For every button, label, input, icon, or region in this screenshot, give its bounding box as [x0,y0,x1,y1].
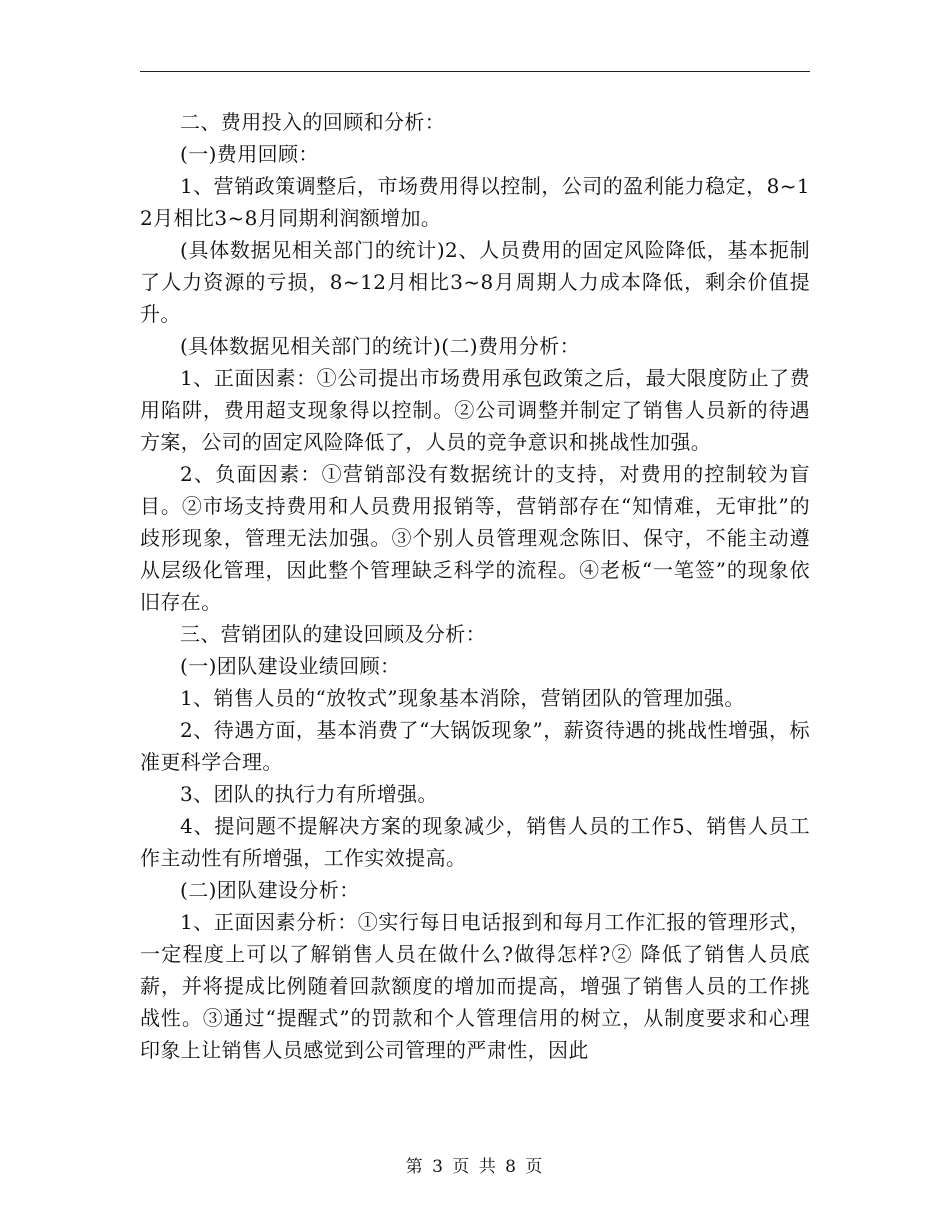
paragraph: 二、费用投入的回顾和分析： [180,110,446,134]
paragraph: 1、正面因素分析：①实行每日电话报到和每月工作汇报的管理形式，一定程度上可以了解销售人员在做什么?做得怎样?② 降低了销售人员底薪，并将提成比例随着回款额度的增加而提高，增强了销售人员的工作挑战性。③通过“提醒式”的罚款和个人管理信用的树立，从制度要求和心理印象上让销售人员感觉到公司管理的严肃性，因此 [140,910,810,1062]
paragraph: 1、销售人员的“放牧式”现象基本消除，营销团队的管理加强。 [180,686,745,710]
paragraph: (一)团队建设业绩回顾： [180,654,401,678]
paragraph: (具体数据见相关部门的统计)(二)费用分析： [180,334,581,358]
page-number-footer: 第 3 页 共 8 页 [405,1157,545,1177]
paragraph: 3、团队的执行力有所增强。 [180,782,438,806]
paragraph: (二)团队建设分析： [180,878,360,902]
header-rule [140,71,810,72]
paragraph: 1、正面因素：①公司提出市场费用承包政策之后，最大限度防止了费用陷阱，费用超支现象得以控制。②公司调整并制定了销售人员新的待遇方案，公司的固定风险降低了，人员的竞争意识和挑战性加强。 [140,366,810,454]
paragraph: 2、待遇方面，基本消费了“大锅饭现象”，薪资待遇的挑战性增强，标准更科学合理。 [140,718,810,774]
document-body [140,106,810,1066]
paragraph: 1、营销政策调整后，市场费用得以控制，公司的盈利能力稳定，8~12月相比3~8月同期利润额增加。 [140,174,810,230]
paragraph: 4、提问题不提解决方案的现象减少，销售人员的工作5、销售人员工作主动性有所增强，工作实效提高。 [140,814,810,870]
paragraph: (具体数据见相关部门的统计)2、人员费用的固定风险降低，基本扼制了人力资源的亏损，8~12月相比3~8月周期人力成本降低，剩余价值提升。 [140,238,810,326]
paragraph: 三、营销团队的建设回顾及分析： [180,622,486,646]
paragraph: 2、负面因素：①营销部没有数据统计的支持，对费用的控制较为盲目。②市场支持费用和人员费用报销等，营销部存在“知情难，无审批”的歧形现象，管理无法加强。③个别人员管理观念陈旧、保守，不能主动遵从层级化管理，因此整个管理缺乏科学的流程。④老板“一笔签”的现象依旧存在。 [140,462,810,614]
paragraph: (一)费用回顾： [180,142,319,166]
